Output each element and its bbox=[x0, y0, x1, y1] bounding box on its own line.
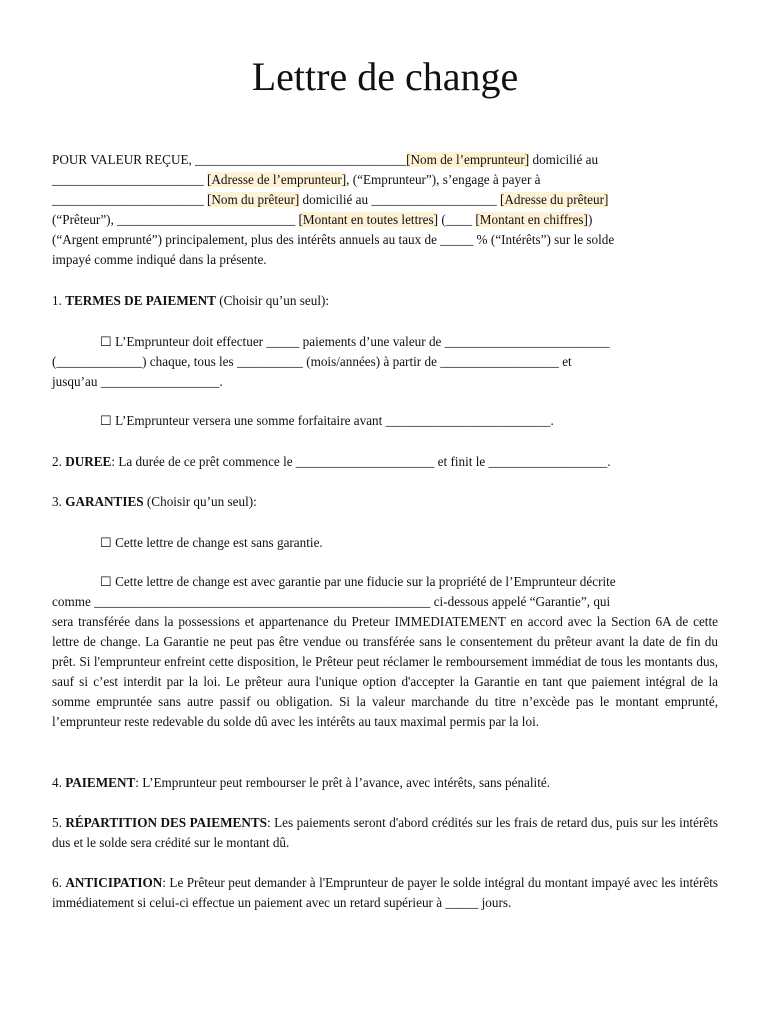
intro-text: ) bbox=[587, 212, 593, 227]
section-number: 5. bbox=[52, 815, 66, 830]
section-text: (Choisir qu’un seul): bbox=[143, 494, 257, 509]
section-text: : Le Prêteur peut demander à l'Emprunteur de payer le solde intégral du montant impayé avec les intérêts immédiatement si celui-ci effectue un paiement avec un retard supérieur à _____ jours. bbox=[52, 875, 719, 910]
lender-name-placeholder[interactable]: [Nom du prêteur] bbox=[206, 192, 300, 207]
section-3-heading bbox=[52, 492, 718, 512]
section-title: DUREE bbox=[65, 454, 112, 469]
intro-line-3 bbox=[52, 190, 718, 210]
option-line: jusqu’au __________________. bbox=[52, 374, 223, 389]
section-number: 4. bbox=[52, 775, 66, 790]
borrower-address-placeholder[interactable]: [Adresse de l’emprunteur] bbox=[206, 172, 347, 187]
section-text: : La durée de ce prêt commence le _____________________ et finit le __________________. bbox=[111, 454, 611, 469]
section-number: 2. bbox=[52, 454, 66, 469]
option-line: ☐ L’Emprunteur doit effectuer _____ paiements d’une valeur de _________________________ bbox=[100, 334, 610, 349]
amount-words-placeholder[interactable]: [Montant en toutes lettres] bbox=[298, 212, 439, 227]
lender-address-placeholder[interactable]: [Adresse du prêteur] bbox=[499, 192, 609, 207]
section-title: RÉPARTITION DES PAIEMENTS bbox=[65, 815, 267, 830]
intro-text: , (“Emprunteur”), s’engage à payer à bbox=[346, 172, 541, 187]
guarantee-option-secured[interactable] bbox=[52, 572, 718, 612]
intro-line-4 bbox=[52, 210, 718, 230]
section-number: 3. bbox=[52, 494, 66, 509]
intro-line-2 bbox=[52, 170, 718, 190]
payment-option-installments[interactable] bbox=[52, 332, 718, 392]
intro-text: domicilié au bbox=[529, 152, 599, 167]
section-title: PAIEMENT bbox=[65, 775, 136, 790]
borrower-name-placeholder[interactable]: [Nom de l’emprunteur] bbox=[406, 152, 530, 167]
amount-figures-placeholder[interactable]: [Montant en chiffres] bbox=[475, 212, 588, 227]
section-number: 1. bbox=[52, 293, 66, 308]
intro-text: (“Prêteur”), ___________________________ bbox=[52, 212, 299, 227]
section-text: : Les paiements seront d'abord crédités sur les frais de retard dus, puis sur les intérêts dus et le solde sera crédité sur le montant dû. bbox=[52, 815, 718, 850]
section-5 bbox=[52, 813, 718, 853]
intro-text: domicilié au ___________________ bbox=[299, 192, 500, 207]
section-title: ANTICIPATION bbox=[65, 875, 163, 890]
intro-text: POUR VALEUR REÇUE, ________________________________ bbox=[52, 152, 407, 167]
section-number: 6. bbox=[52, 875, 66, 890]
section-4 bbox=[52, 773, 718, 793]
intro-text: _______________________ bbox=[52, 192, 207, 207]
section-text: (Choisir qu’un seul): bbox=[215, 293, 330, 308]
option-line: ☐ L’Emprunteur versera une somme forfaitaire avant _________________________. bbox=[100, 413, 554, 428]
section-title: TERMES DE PAIEMENT bbox=[65, 293, 216, 308]
section-title: GARANTIES bbox=[65, 494, 144, 509]
intro-text: (____ bbox=[438, 212, 476, 227]
intro-line-5: (“Argent emprunté”) principalement, plus des intérêts annuels au taux de _____ % (“Intérêts”) sur le solde bbox=[52, 232, 615, 247]
intro-line-1 bbox=[52, 150, 718, 170]
document-title: Lettre de change bbox=[251, 54, 519, 99]
intro-line-6: impayé comme indiqué dans la présente. bbox=[52, 252, 267, 267]
option-line: ☐ Cette lettre de change est sans garantie. bbox=[100, 535, 323, 550]
intro-text: _______________________ bbox=[52, 172, 207, 187]
payment-option-lump-sum[interactable] bbox=[52, 411, 718, 431]
option-line: ☐ Cette lettre de change est avec garantie par une fiducie sur la propriété de l’Emprunteur décrite bbox=[100, 574, 616, 589]
guarantee-body: sera transférée dans la possessions et appartenance du Preteur IMMEDIATEMENT en accord avec la Section 6A de cette lettre de change. La Garantie ne peut pas être vendue ou transférée sans le consentement du prêteur avant la date de fin du prêt. Si l'emprunteur enfreint cette disposition, le Prêteur peut réclamer le remboursement immédiat de tous les montants dus, sauf si c’est interdit par la loi. Le prêteur aura l'unique option d'accepter la Garantie en tant que paiement intégral de la somme empruntée sans autre passif ou obligation. Si la valeur marchande du titre n’excède pas le montant emprunté, l’emprunteur reste redevable du solde dû avec les intérêts au taux maximal permis par la loi. bbox=[52, 614, 718, 729]
guarantee-option-none[interactable] bbox=[52, 533, 718, 553]
section-text: : L’Emprunteur peut rembourser le prêt à l’avance, avec intérêts, sans pénalité. bbox=[135, 775, 551, 790]
option-line: comme ___________________________________________________ ci-dessous appelé “Garantie”, qui bbox=[52, 594, 611, 609]
intro-paragraph bbox=[52, 150, 718, 270]
section-1-heading bbox=[52, 291, 718, 311]
section-6 bbox=[52, 873, 718, 913]
option-line: (_____________) chaque, tous les __________ (mois/années) à partir de __________________ et bbox=[52, 354, 572, 369]
section-2 bbox=[52, 452, 718, 472]
